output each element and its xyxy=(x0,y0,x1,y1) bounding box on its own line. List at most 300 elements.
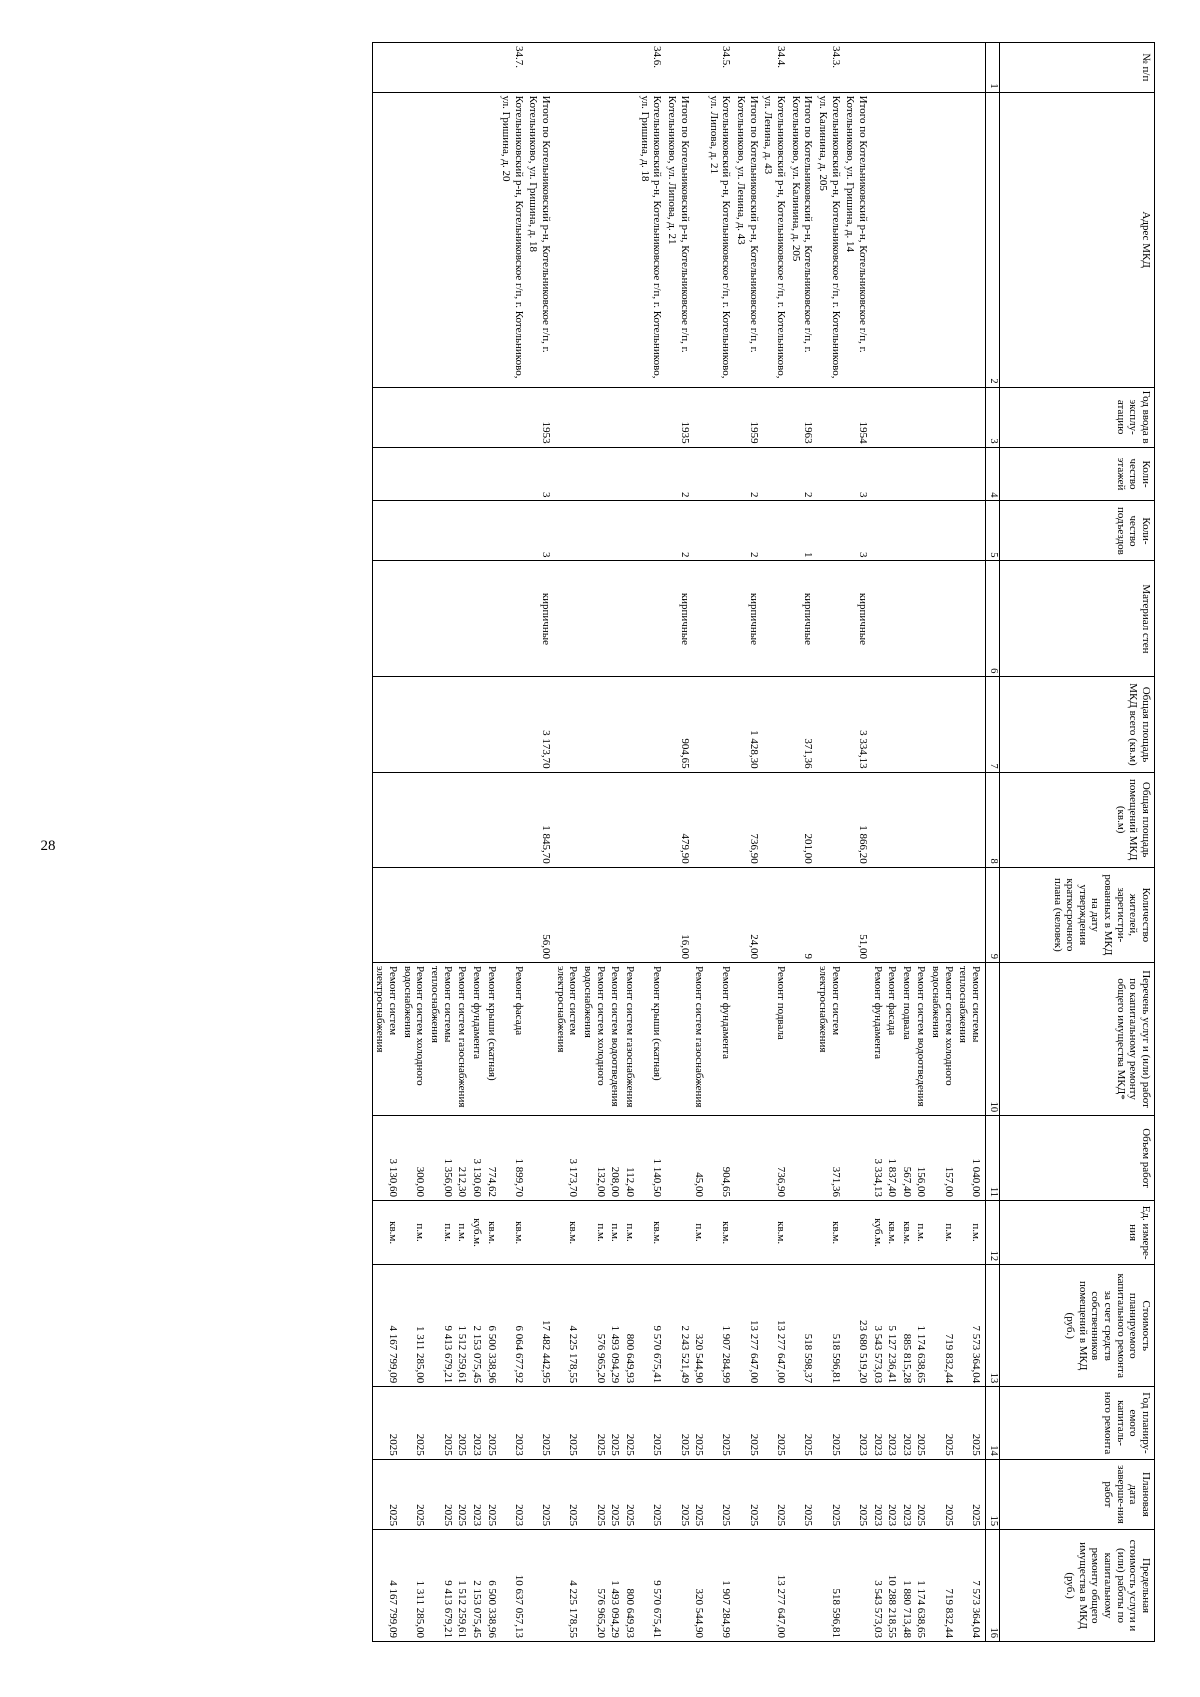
table-cell xyxy=(956,772,986,867)
table-cell: Ремонт систем электроснабжения xyxy=(815,962,842,1115)
table-cell: 17 482 442,95 xyxy=(526,1265,553,1387)
table-cell xyxy=(622,867,637,962)
table-cell xyxy=(637,772,664,867)
table-cell: Ремонт системы теплоснабжения xyxy=(427,962,454,1115)
table-cell xyxy=(870,867,885,962)
table-cell xyxy=(484,43,499,93)
table-cell: 7 573 364,04 xyxy=(956,1265,986,1387)
column-number: 16 xyxy=(986,1530,1000,1642)
column-header: Общая площадь помещений МКД (кв.м) xyxy=(1000,772,1155,867)
table-cell: 2023 xyxy=(885,1387,900,1459)
table-cell xyxy=(664,962,691,1115)
table-cell: 2025 xyxy=(706,1459,733,1529)
table-cell: 2025 xyxy=(400,1459,427,1529)
rotated-register xyxy=(55,42,1155,1652)
table-cell xyxy=(870,447,885,501)
table-row xyxy=(664,43,691,1642)
table-cell: 1 837,40 xyxy=(885,1116,900,1201)
table-cell xyxy=(372,43,400,93)
table-cell: 3 543 573,03 xyxy=(870,1530,885,1642)
table-cell: кв.м. xyxy=(484,1201,499,1265)
table-cell: 2023 xyxy=(899,1459,914,1529)
table-cell xyxy=(914,447,929,501)
table-cell: 300,00 xyxy=(400,1116,427,1201)
table-cell: кирпичные xyxy=(843,561,870,677)
table-cell: 1 493 094,29 xyxy=(608,1530,623,1642)
column-header: Предельная стоимость услуги и (или) работы по капитальному ремонту общего имущества в МКД (руб.) xyxy=(1000,1530,1155,1642)
table-cell: 3 xyxy=(526,447,553,501)
table-cell xyxy=(761,501,788,561)
table-cell xyxy=(580,387,607,447)
table-cell: кв.м. xyxy=(706,1201,733,1265)
table-cell: 16,00 xyxy=(664,867,691,962)
table-cell: 1963 xyxy=(788,387,815,447)
table-cell xyxy=(469,501,484,561)
table-cell xyxy=(885,772,900,867)
table-cell xyxy=(899,447,914,501)
table-cell: п.м. xyxy=(914,1201,929,1265)
table-cell xyxy=(761,387,788,447)
table-cell: 2023 xyxy=(499,1387,526,1459)
table-cell: 2025 xyxy=(706,1387,733,1459)
table-cell xyxy=(400,92,427,387)
table-cell xyxy=(526,43,553,93)
table-cell: 904,65 xyxy=(664,677,691,772)
table-cell: 371,36 xyxy=(815,1116,842,1201)
table-cell: 2025 xyxy=(664,1387,691,1459)
table-cell: 1935 xyxy=(664,387,691,447)
table-cell xyxy=(553,387,580,447)
table-cell: 13 277 647,00 xyxy=(761,1265,788,1387)
table-cell xyxy=(706,387,733,447)
table-row xyxy=(455,43,470,1642)
table-cell: 2025 xyxy=(637,1387,664,1459)
table-cell: 2025 xyxy=(815,1459,842,1529)
column-header: Год планиру-емого капиталь-ного ремонта xyxy=(1000,1387,1155,1459)
column-header: Коли-чество подъездов xyxy=(1000,501,1155,561)
table-cell xyxy=(914,677,929,772)
table-cell: Итого по Котельниковский р-н, Котельниковское г/п, г. Котельниково, ул. Калинина, д. 205 xyxy=(788,92,815,387)
table-cell xyxy=(427,867,454,962)
table-cell xyxy=(706,501,733,561)
table-cell xyxy=(455,772,470,867)
column-number: 12 xyxy=(986,1201,1000,1265)
table-cell: 3 173,70 xyxy=(526,677,553,772)
table-cell xyxy=(427,772,454,867)
table-cell: 1 880 713,48 xyxy=(899,1530,914,1642)
table-cell xyxy=(815,867,842,962)
table-cell: 1 311 285,00 xyxy=(400,1530,427,1642)
table-cell: 2025 xyxy=(372,1459,400,1529)
table-cell xyxy=(553,772,580,867)
table-cell xyxy=(692,387,707,447)
table-cell xyxy=(815,561,842,677)
table-cell xyxy=(956,561,986,677)
table-cell: Ремонт систем холодного водоснабжения xyxy=(580,962,607,1115)
table-cell: куб.м. xyxy=(870,1201,885,1265)
table-cell xyxy=(400,501,427,561)
table-cell xyxy=(608,447,623,501)
table-cell: 1 899,70 xyxy=(499,1116,526,1201)
table-cell: 719 832,44 xyxy=(928,1265,955,1387)
table-cell xyxy=(455,447,470,501)
table-cell: кв.м. xyxy=(899,1201,914,1265)
table-cell xyxy=(622,677,637,772)
table-cell xyxy=(580,92,607,387)
table-body xyxy=(372,43,985,1642)
table-cell: 2 153 075,45 xyxy=(469,1265,484,1387)
table-cell: 3 130,60 xyxy=(372,1116,400,1201)
table-cell xyxy=(400,447,427,501)
table-cell: 2 xyxy=(788,447,815,501)
table-cell: Ремонт системы теплоснабжения xyxy=(956,962,986,1115)
table-cell xyxy=(580,561,607,677)
table-cell: 2025 xyxy=(956,1459,986,1529)
table-cell xyxy=(553,561,580,677)
table-cell: 320 544,90 xyxy=(692,1265,707,1387)
table-cell xyxy=(484,561,499,677)
table-cell xyxy=(608,561,623,677)
table-cell: 3 543 573,03 xyxy=(870,1265,885,1387)
table-cell: 10 288 218,55 xyxy=(885,1530,900,1642)
table-cell: 2025 xyxy=(637,1459,664,1529)
table-cell xyxy=(956,92,986,387)
table-cell: п.м. xyxy=(400,1201,427,1265)
table-cell xyxy=(455,677,470,772)
table-cell xyxy=(815,677,842,772)
table-cell xyxy=(400,387,427,447)
page-number: 28 xyxy=(40,838,56,854)
column-header: Год ввода в эксплу-атацию xyxy=(1000,387,1155,447)
table-cell xyxy=(637,501,664,561)
table-cell xyxy=(761,447,788,501)
table-cell: 3 xyxy=(843,447,870,501)
table-row xyxy=(553,43,580,1642)
table-cell: 2025 xyxy=(761,1387,788,1459)
table-cell: 56,00 xyxy=(526,867,553,962)
table-cell: 6 500 338,96 xyxy=(484,1530,499,1642)
table-cell: Ремонт фасада xyxy=(885,962,900,1115)
table-row xyxy=(692,43,707,1642)
table-cell: 6 064 677,92 xyxy=(499,1265,526,1387)
table-cell: 2 xyxy=(733,447,760,501)
column-number: 3 xyxy=(986,387,1000,447)
table-cell xyxy=(815,387,842,447)
table-cell xyxy=(469,447,484,501)
table-cell: 9 413 679,21 xyxy=(427,1265,454,1387)
table-cell xyxy=(928,677,955,772)
table-cell: Ремонт фасада xyxy=(499,962,526,1115)
table-row xyxy=(914,43,929,1642)
table-cell xyxy=(899,387,914,447)
table-cell: Ремонт подвала xyxy=(899,962,914,1115)
table-cell: Итого по Котельниковский р-н, Котельниковское г/п, г. Котельниково, ул. Гришина, д. 14 xyxy=(843,92,870,387)
table-cell xyxy=(372,561,400,677)
table-cell xyxy=(637,677,664,772)
table-cell xyxy=(608,387,623,447)
column-header: Количество жителей, зарегистри-рованных в МКД на дату утверждения краткосрочного плана (человек) xyxy=(1000,867,1155,962)
table-cell xyxy=(499,867,526,962)
table-cell xyxy=(706,772,733,867)
column-number: 9 xyxy=(986,867,1000,962)
table-cell xyxy=(455,43,470,93)
column-header: Коли-чество этажей xyxy=(1000,447,1155,501)
table-cell: 2 xyxy=(733,501,760,561)
table-cell xyxy=(788,43,815,93)
table-cell xyxy=(706,561,733,677)
table-cell: Итого по Котельниковский р-н, Котельниковское г/п, г. Котельниково, ул. Липова, д. 21 xyxy=(664,92,691,387)
table-cell xyxy=(733,1116,760,1201)
table-cell: 518 598,37 xyxy=(788,1265,815,1387)
table-cell: 3 334,13 xyxy=(870,1116,885,1201)
table-cell: 800 649,93 xyxy=(622,1530,637,1642)
table-cell: 3 xyxy=(843,501,870,561)
table-cell: кв.м. xyxy=(637,1201,664,1265)
table-cell xyxy=(956,447,986,501)
table-cell xyxy=(788,1116,815,1201)
table-cell xyxy=(706,867,733,962)
table-cell: Котельниковский р-н, Котельниковское г/п, г. Котельниково, ул. Калинина, д. 205 xyxy=(815,92,842,387)
table-cell: п.м. xyxy=(956,1201,986,1265)
table-row xyxy=(580,43,607,1642)
table-cell xyxy=(692,867,707,962)
table-cell: 9 413 679,21 xyxy=(427,1530,454,1642)
table-row xyxy=(608,43,623,1642)
table-cell xyxy=(580,501,607,561)
table-cell xyxy=(885,501,900,561)
table-cell xyxy=(526,1116,553,1201)
table-cell xyxy=(400,677,427,772)
table-cell: 1 356,00 xyxy=(427,1116,454,1201)
table-cell xyxy=(622,501,637,561)
column-number: 13 xyxy=(986,1265,1000,1387)
table-cell xyxy=(914,501,929,561)
table-cell xyxy=(427,447,454,501)
table-cell xyxy=(455,387,470,447)
table-row xyxy=(899,43,914,1642)
table-cell: 51,00 xyxy=(843,867,870,962)
table-cell: кирпичные xyxy=(664,561,691,677)
table-cell xyxy=(870,501,885,561)
table-cell xyxy=(870,92,885,387)
table-cell: 2 153 075,45 xyxy=(469,1530,484,1642)
table-cell xyxy=(664,1530,691,1642)
table-cell: 885 815,28 xyxy=(899,1265,914,1387)
table-cell xyxy=(622,772,637,867)
column-header: Объем работ xyxy=(1000,1116,1155,1201)
table-cell: 2025 xyxy=(372,1387,400,1459)
table-cell xyxy=(870,561,885,677)
table-cell: Ремонт систем газоснабжения xyxy=(455,962,470,1115)
table-cell xyxy=(484,92,499,387)
table-cell: 2025 xyxy=(484,1459,499,1529)
table-cell: Ремонт систем газоснабжения xyxy=(692,962,707,1115)
table-cell: 2025 xyxy=(622,1387,637,1459)
table-cell: 2025 xyxy=(788,1387,815,1459)
column-header: Плановая дата заверше-ния работ xyxy=(1000,1459,1155,1529)
table-cell xyxy=(956,501,986,561)
table-cell: 2025 xyxy=(692,1459,707,1529)
table-cell xyxy=(469,772,484,867)
table-cell xyxy=(637,387,664,447)
table-cell xyxy=(899,501,914,561)
table-cell xyxy=(885,561,900,677)
table-cell xyxy=(914,92,929,387)
table-cell: кв.м. xyxy=(553,1201,580,1265)
table-cell: 1 907 284,99 xyxy=(706,1265,733,1387)
table-cell xyxy=(427,387,454,447)
table-cell: 2025 xyxy=(928,1387,955,1459)
table-cell xyxy=(956,677,986,772)
table-cell xyxy=(372,501,400,561)
table-row xyxy=(815,43,842,1642)
table-cell: 2023 xyxy=(899,1387,914,1459)
table-cell: куб.м. xyxy=(469,1201,484,1265)
table-cell xyxy=(870,43,885,93)
column-number: 14 xyxy=(986,1387,1000,1459)
table-cell: 9 xyxy=(788,867,815,962)
table-cell: 2025 xyxy=(956,1387,986,1459)
table-cell: 4 225 178,55 xyxy=(553,1265,580,1387)
table-cell: п.м. xyxy=(580,1201,607,1265)
table-cell: 2025 xyxy=(664,1459,691,1529)
table-cell: Ремонт крыши (скатная) xyxy=(484,962,499,1115)
table-cell xyxy=(692,43,707,93)
table-cell: 34.5. xyxy=(706,43,733,93)
table-cell xyxy=(761,561,788,677)
table-cell: 1 512 259,61 xyxy=(455,1265,470,1387)
table-cell xyxy=(928,561,955,677)
table-cell xyxy=(608,43,623,93)
table-row xyxy=(484,43,499,1642)
table-cell: 34.4. xyxy=(761,43,788,93)
table-row xyxy=(843,43,870,1642)
table-cell xyxy=(664,1116,691,1201)
table-cell xyxy=(706,677,733,772)
table-cell: 13 277 647,00 xyxy=(733,1265,760,1387)
table-cell: 2025 xyxy=(608,1459,623,1529)
table-row xyxy=(400,43,427,1642)
table-cell xyxy=(400,867,427,962)
table-cell: 576 965,20 xyxy=(580,1530,607,1642)
table-cell: 6 500 338,96 xyxy=(484,1265,499,1387)
table-cell: 2025 xyxy=(580,1459,607,1529)
table-cell xyxy=(608,92,623,387)
table-cell: Ремонт систем холодного водоснабжения xyxy=(928,962,955,1115)
table-cell xyxy=(499,447,526,501)
table-cell xyxy=(733,962,760,1115)
table-cell: 2025 xyxy=(455,1387,470,1459)
table-cell: кирпичные xyxy=(788,561,815,677)
table-cell xyxy=(469,92,484,387)
table-cell: 320 544,90 xyxy=(692,1530,707,1642)
table-cell: 1 xyxy=(788,501,815,561)
table-cell xyxy=(608,772,623,867)
table-cell: 45,00 xyxy=(692,1116,707,1201)
table-cell xyxy=(484,677,499,772)
column-number: 4 xyxy=(986,447,1000,501)
table-cell xyxy=(928,867,955,962)
table-cell xyxy=(885,43,900,93)
table-row xyxy=(526,43,553,1642)
table-cell xyxy=(484,772,499,867)
column-number: 6 xyxy=(986,561,1000,677)
table-cell xyxy=(455,92,470,387)
table-cell xyxy=(788,1201,815,1265)
table-cell xyxy=(788,962,815,1115)
table-cell: 479,90 xyxy=(664,772,691,867)
table-cell xyxy=(914,772,929,867)
column-number: 5 xyxy=(986,501,1000,561)
table-cell: Ремонт фундамента xyxy=(469,962,484,1115)
table-cell xyxy=(815,447,842,501)
table-row xyxy=(761,43,788,1642)
column-header: Ед. измере-ния xyxy=(1000,1201,1155,1265)
table-cell: 2023 xyxy=(469,1459,484,1529)
table-cell xyxy=(956,387,986,447)
table-cell: Котельниковский р-н, Котельниковское г/п, г. Котельниково, ул. Гришина, д. 18 xyxy=(637,92,664,387)
table-cell xyxy=(455,501,470,561)
table-cell xyxy=(843,962,870,1115)
table-cell xyxy=(733,43,760,93)
table-header xyxy=(986,43,1155,1642)
table-cell xyxy=(956,867,986,962)
table-cell: 2025 xyxy=(427,1387,454,1459)
table-cell: 2025 xyxy=(580,1387,607,1459)
table-cell: 1953 xyxy=(526,387,553,447)
table-cell: Ремонт систем холодного водоснабжения xyxy=(400,962,427,1115)
table-cell xyxy=(928,447,955,501)
table-cell: 212,30 xyxy=(455,1116,470,1201)
table-cell xyxy=(608,677,623,772)
table-cell xyxy=(706,447,733,501)
table-cell xyxy=(608,867,623,962)
table-cell xyxy=(499,561,526,677)
column-header: Перечень услуг и (или) работ по капитальному ремонту общего имущества МКД* xyxy=(1000,962,1155,1115)
table-cell: 2025 xyxy=(733,1387,760,1459)
table-cell xyxy=(928,43,955,93)
table-cell: 2025 xyxy=(914,1387,929,1459)
table-cell: 2023 xyxy=(499,1459,526,1529)
table-cell xyxy=(692,501,707,561)
table-cell: 2025 xyxy=(484,1387,499,1459)
table-cell xyxy=(914,867,929,962)
table-cell: Ремонт фундамента xyxy=(870,962,885,1115)
table-cell: 4 225 178,55 xyxy=(553,1530,580,1642)
table-cell xyxy=(400,43,427,93)
table-cell: 208,00 xyxy=(608,1116,623,1201)
table-row xyxy=(956,43,986,1642)
table-cell: 371,36 xyxy=(788,677,815,772)
table-cell xyxy=(372,677,400,772)
table-cell xyxy=(372,387,400,447)
table-cell: 7 573 364,04 xyxy=(956,1530,986,1642)
table-cell xyxy=(870,387,885,447)
table-cell: 2025 xyxy=(788,1459,815,1529)
table-cell xyxy=(553,677,580,772)
table-cell xyxy=(914,43,929,93)
table-cell xyxy=(553,447,580,501)
table-cell: 2025 xyxy=(553,1459,580,1529)
table-cell xyxy=(885,447,900,501)
table-cell xyxy=(469,677,484,772)
table-cell: 2025 xyxy=(761,1459,788,1529)
table-cell: 1 866,20 xyxy=(843,772,870,867)
table-cell xyxy=(553,867,580,962)
table-cell xyxy=(885,92,900,387)
table-cell: 567,40 xyxy=(899,1116,914,1201)
column-header: № п/п xyxy=(1000,43,1155,93)
